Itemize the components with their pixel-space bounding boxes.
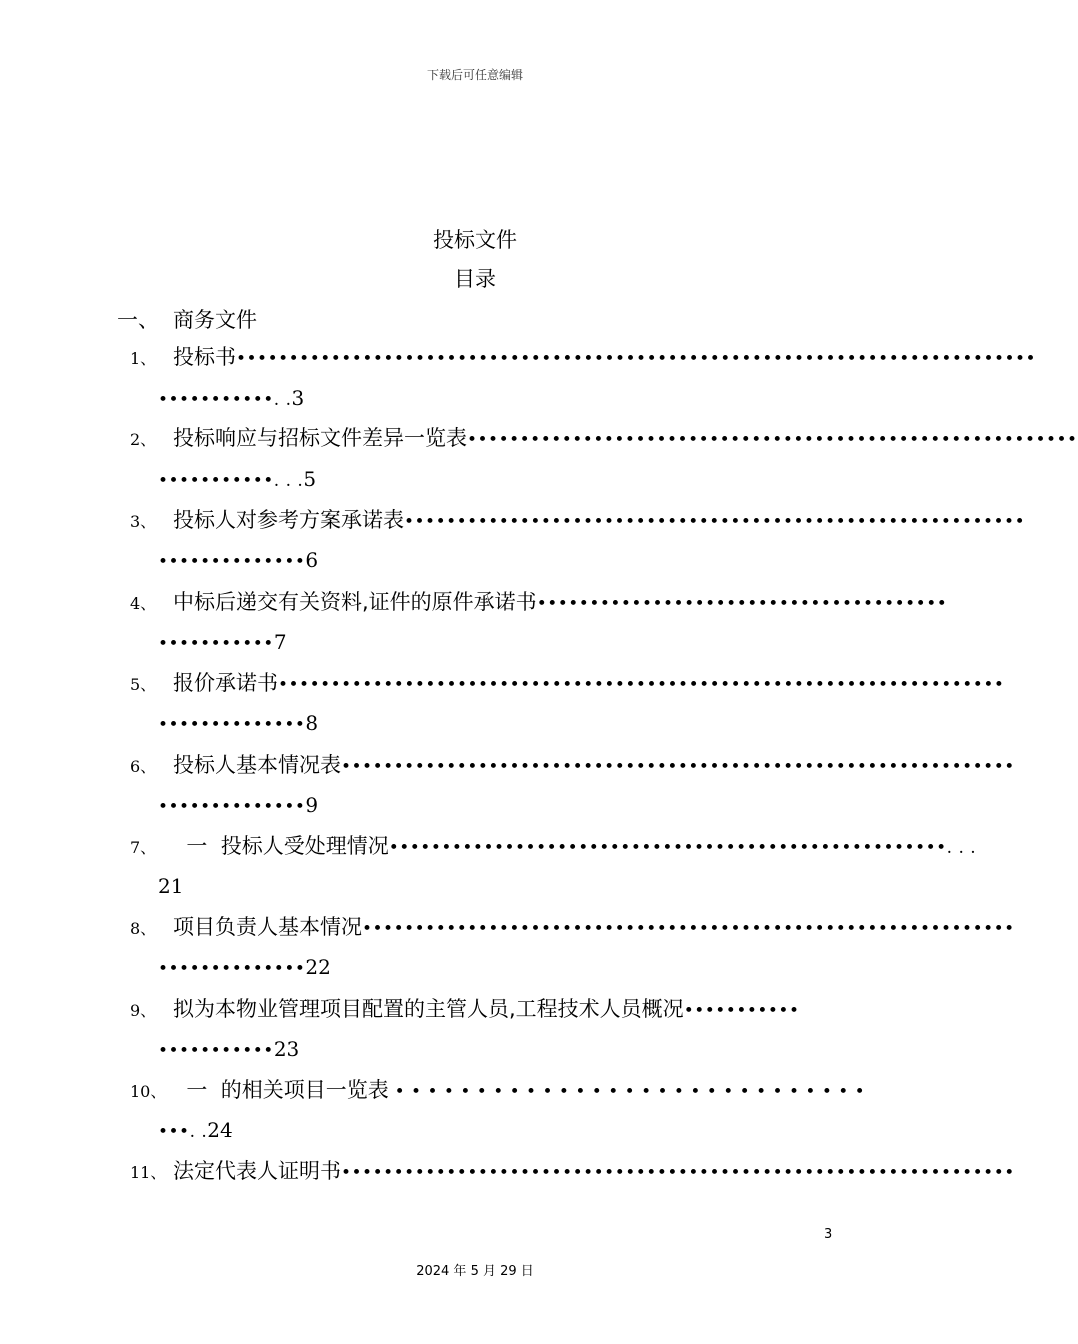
toc-entry[interactable]: [130, 669, 1005, 699]
toc-leader: •••••••••••: [158, 634, 274, 654]
toc-leader: ••••••••••••••••••••••••••••••••••••••••••••••••••••••••••••••••: [341, 757, 1015, 777]
header-note: 下载后可任意编辑: [426, 68, 523, 82]
toc-entry-number: 9、: [130, 1001, 157, 1020]
toc-leader: •••••••••••. .: [158, 390, 292, 410]
toc-entry-label: 投标响应与招标文件差异一览表: [173, 426, 467, 450]
toc-entry[interactable]: [130, 913, 1015, 943]
toc-page-number: 6: [305, 548, 319, 572]
toc-leader: ••••••••••••••••••••••••••••••••••••••••••••••••••••••••••••••••: [341, 1163, 1015, 1183]
toc-page-number: 5: [303, 467, 317, 491]
toc-page-number: 7: [273, 630, 287, 654]
section-heading: [117, 304, 257, 334]
toc-leader: •••••••••••. . .: [158, 471, 304, 491]
toc-entry[interactable]: [130, 832, 977, 862]
toc-entry-continuation: [158, 791, 318, 821]
toc-entry[interactable]: [130, 1076, 866, 1106]
toc-page-number: 3: [291, 386, 305, 410]
toc-entry[interactable]: [130, 995, 830, 1025]
toc-entry-label: 投标书: [173, 345, 236, 369]
toc-entry-continuation: [158, 872, 183, 902]
section-label: 商务文件: [173, 308, 257, 332]
toc-entry-label: 法定代表人证明书: [173, 1159, 341, 1183]
toc-entry-label: 中标后递交有关资料,证件的原件承诺书: [173, 590, 537, 614]
toc-entry[interactable]: [130, 751, 1015, 781]
toc-entry-number: 4、: [130, 594, 157, 613]
toc-leader: ••••••••••••••••••••••••••••••••••••••••••••••••••••••••••••••••••••••••••••: [236, 349, 1037, 369]
toc-leader: ••••••••••••••: [158, 715, 306, 735]
toc-entry-label: 投标人对参考方案承诺表: [173, 508, 404, 532]
toc-leader: ••••••••••••••: [158, 959, 306, 979]
toc-heading: 目录: [454, 267, 496, 291]
toc-entry[interactable]: [130, 506, 1026, 536]
toc-entry-continuation: [158, 384, 304, 414]
toc-page-number: 9: [305, 793, 319, 817]
toc-page-number: 8: [305, 711, 319, 735]
toc-leader: •••••••••••••••••••••••••••••••••••••••••••••••••••••••••••: [404, 512, 1026, 532]
toc-page-number: 22: [305, 955, 331, 979]
toc-entry[interactable]: [130, 588, 948, 618]
toc-leader: ••••••••••••••: [158, 797, 306, 817]
toc-entry-continuation: [158, 1116, 233, 1146]
toc-entry-continuation: [158, 953, 331, 983]
toc-entry-continuation: [158, 628, 287, 658]
toc-entry-label: 投标人基本情况表: [173, 753, 341, 777]
toc-leader: • • • • • • • • • • • • • • • • • • • • • • • • • • • • •: [388, 1082, 866, 1102]
toc-entry-label: 拟为本物业管理项目配置的主管人员,工程技术人员概况: [173, 997, 684, 1021]
toc-entry-label: 一 投标人受处理情况: [173, 834, 389, 858]
toc-entry-number: 10、: [130, 1082, 167, 1101]
toc-entry-label: 项目负责人基本情况: [173, 915, 362, 939]
toc-page-number: 21: [158, 874, 184, 898]
toc-entry-continuation: [158, 1035, 299, 1065]
toc-entry-continuation: [158, 546, 318, 576]
footer-date: 2024 年 5 月 29 日: [416, 1264, 534, 1279]
toc-page-number: 24: [207, 1118, 233, 1142]
toc-entry-number: 2、: [130, 430, 157, 449]
toc-entry-label: 报价承诺书: [173, 671, 278, 695]
toc-leader: ••••••••••••••••••••••••••••••••••••••••••••••••••••••••••••••: [362, 919, 1015, 939]
toc-entry-number: 5、: [130, 675, 157, 694]
toc-entry-number: 7、: [130, 838, 157, 857]
toc-entry-continuation: [158, 709, 318, 739]
toc-entry-number: 11、: [130, 1163, 167, 1182]
toc-leader: •••. .: [158, 1122, 208, 1142]
page-number: 3: [824, 1227, 833, 1242]
toc-entry-continuation: [158, 465, 316, 495]
toc-entry-number: 1、: [130, 349, 157, 368]
toc-entry[interactable]: [130, 424, 1078, 454]
toc-entry-label: 一 的相关项目一览表: [173, 1078, 389, 1102]
toc-entry-number: 3、: [130, 512, 157, 531]
toc-leader: •••••••••••••••••••••••••••••••••••••••••••••••••••••. . .: [388, 838, 977, 858]
toc-leader: •••••••••••: [683, 1001, 800, 1021]
toc-leader: ••••••••••••••••••••••••••••••••••••••••••••••••••••••••••: [467, 430, 1078, 450]
toc-leader: •••••••••••••••••••••••••••••••••••••••••••••••••••••••••••••••••••••: [278, 675, 1005, 695]
toc-entry-number: 6、: [130, 757, 157, 776]
toc-entry-number: 8、: [130, 919, 157, 938]
toc-page-number: 23: [273, 1037, 300, 1061]
document-title: 投标文件: [433, 228, 517, 252]
toc-leader: •••••••••••: [158, 1041, 274, 1061]
toc-leader: ••••••••••••••: [158, 552, 306, 572]
toc-entry[interactable]: [130, 1157, 1015, 1187]
toc-leader: •••••••••••••••••••••••••••••••••••••••: [536, 594, 948, 614]
section-number: 一、: [117, 308, 159, 332]
toc-entry[interactable]: [130, 343, 1037, 373]
